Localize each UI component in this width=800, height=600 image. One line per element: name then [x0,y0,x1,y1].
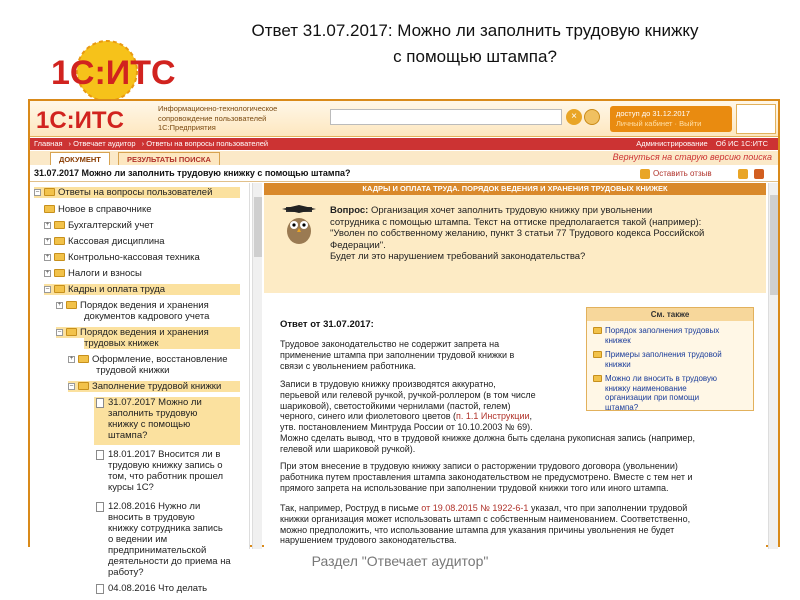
itc-logo-large [45,35,185,105]
folder-icon [54,237,65,245]
tree-item[interactable]: + Порядок ведения и хранения [57,300,209,311]
tree-item[interactable]: 04.08.2016 Что делать [94,583,240,594]
tree-item[interactable]: + Налоги и взносы [45,268,142,279]
expand-icon[interactable]: + [69,355,74,362]
slide-title-line1: Ответ 31.07.2017: Можно ли заполнить трудовую книжку [251,21,699,40]
document-icon [96,450,104,460]
tree-item[interactable]: – Порядок ведения и хранения [56,327,240,338]
folder-icon [78,355,89,363]
tree-item[interactable]: 18.01.2017 Вносится ли в трудовую книжку запись о том, что работник прошел курсы 1С? [94,449,240,493]
tree-item[interactable]: – Ответы на вопросы пользователей [34,187,240,198]
admin-link[interactable]: Администрирование [636,139,708,148]
expand-icon[interactable]: + [45,221,50,228]
document-content [264,183,766,549]
tree-item[interactable]: – Кадры и оплата труда [44,284,240,295]
section-heading: КАДРЫ И ОПЛАТА ТРУДА. ПОРЯДОК ВЕДЕНИЯ И ХРАНЕНИЯ ТРУДОВЫХ КНИЖЕК [264,183,766,195]
see-also-heading: См. также [587,308,753,321]
tree-scroll-thumb[interactable] [254,197,262,257]
answer-paragraph: При этом внесение в трудовую книжку записи о расторжении трудового договора (увольнении) работника путем проставления штампа законодательством не предусмотрено. Вместе с тем нет и прямого запрета на использование при заполнении трудовой книжки того или иного штампа. [280,461,693,493]
tree-item-cont[interactable]: документов кадрового учета [84,311,210,322]
navigation-tree [30,183,250,594]
collapse-icon[interactable]: – [69,382,74,389]
document-title-bar [30,166,778,182]
rostrud-letter-link[interactable]: от 19.08.2015 № 1922-6-1 [421,503,529,513]
tabs-row [30,151,778,165]
breadcrumb: Главная › Отвечает аудитор › Ответы на вопросы пользователей Администрирование Об ИС 1С:ИТС [30,138,778,150]
old-search-link[interactable]: Вернуться на старую версию поиска [612,152,772,162]
search-go-icon[interactable] [584,109,600,125]
bookmark-icon[interactable] [754,169,764,179]
folder-icon [54,269,65,277]
folder-icon [54,285,65,293]
print-icon[interactable] [738,169,748,179]
answer-paragraph: Так, например, Роструд в письме от 19.08.2015 № 1922-6-1 указал, что при заполнении трудовой книжки организация может использовать штамп с собственным наименованием. Соответственно, можно предположить, что использование штампа для указания причины увольнения не будет нарушением трудового законодательства. [280,503,691,546]
tree-item[interactable]: – Заполнение трудовой книжки [68,381,240,392]
tab-search-results[interactable]: РЕЗУЛЬТАТЫ ПОИСКА [118,152,220,165]
slide-footer: Раздел "Отвечает аудитор" [311,553,489,569]
folder-icon [66,301,77,309]
folder-icon [44,205,55,213]
answer-paragraph: Записи в трудовую книжку производятся аккуратно, перьевой или гелевой ручкой, ручкой-роллером (в том числе шариковой), светостойкими чернилами (пастой, гелем) черного, синего или фиолетового цветов (п. 1.1 Инструкции, утв. постановлением Минтруда России от 10.10.2003 № 69). Можно сделать вывод, что в трудовой книжке должна быть сделана рукописная запись (например, гелевой или шариковой ручкой). [280,379,695,454]
folder-icon [54,221,65,229]
expand-icon[interactable]: + [45,237,50,244]
tree-item-cont[interactable]: трудовой книжки [96,365,170,376]
access-label: доступ до 31.12.2017 [616,109,690,118]
folder-icon [66,328,77,336]
crumb-answers[interactable]: Ответы на вопросы пользователей [146,139,269,148]
tree-item[interactable]: + Кассовая дисциплина [45,236,165,247]
folder-icon [593,351,602,358]
document-icon [96,398,104,408]
expand-icon[interactable]: + [57,301,62,308]
header-description [158,104,308,133]
tree-scrollbar[interactable] [252,183,262,549]
see-also-link[interactable]: Можно ли вносить в трудовую книжку наименование организации при помощи штампа? [593,374,749,412]
answer-paragraph: Трудовое законодательство не содержит запрета на применение штампа при заполнении трудовой книжки в связи с увольнением работника. [280,339,515,371]
tab-document[interactable]: ДОКУМЕНТ [50,152,110,165]
crumb-auditor[interactable]: Отвечает аудитор [73,139,136,148]
owl-graduate-icon [282,205,316,245]
desc-line1: Информационно-технологическое [158,104,278,113]
see-also-link[interactable]: Примеры заполнения трудовой книжки [593,350,749,369]
account-links[interactable]: Личный кабинет · Выйти [616,119,702,128]
tree-item[interactable]: + Контрольно-кассовая техника [45,252,200,263]
collapse-icon[interactable]: – [57,328,62,335]
question-text: Вопрос: Организация хочет заполнить трудовую книжку при увольнении сотрудника с помощью штампа. Текст на оттиске предполагается такой (например): "Уволен по собственному желанию, пункт 3 статьи 77 Трудового кодекса Российской Федерации". Будет ли это нарушением требований законодательства? [330,205,705,262]
folder-icon [593,327,602,334]
search-close-icon[interactable]: × [566,109,582,125]
its-logo[interactable] [34,105,152,133]
tree-item-cont[interactable]: трудовых книжек [84,338,240,349]
top-bar [30,101,778,137]
desc-line3: 1С:Предприятия [158,123,216,132]
tree-item[interactable]: 12.08.2016 Нужно ли вносить в трудовую книжку сотрудника запись о ведении им предпринимательской деятельности до приема на работу? [94,501,240,578]
tree-item[interactable]: + Оформление, восстановление [69,354,228,365]
folder-icon [54,253,65,261]
slide-title-line2: с помощью штампа? [393,47,557,66]
question-label: Вопрос: [330,205,369,216]
slide-title [185,18,765,70]
logo-text: 1С:ИТС [51,54,176,92]
corner-1c-logo[interactable] [736,104,776,134]
expand-icon[interactable]: + [45,253,50,260]
tree-item-selected[interactable]: 31.07.2017 Можно ли заполнить трудовую книжку с помощью штампа? [94,397,240,445]
crumb-home[interactable]: Главная [34,139,63,148]
tree-item[interactable]: Новое в справочнике [44,204,152,215]
expand-icon[interactable]: + [45,269,50,276]
collapse-icon[interactable]: – [45,285,50,292]
search-input[interactable] [330,109,562,125]
document-icon [96,502,104,512]
folder-icon [44,188,55,196]
see-also-link[interactable]: Порядок заполнения трудовых книжек [593,326,749,345]
question-box [264,195,766,293]
feedback-link[interactable]: Оставить отзыв [653,169,712,178]
answer-heading: Ответ от 31.07.2017: [280,319,374,330]
collapse-icon[interactable]: – [35,188,40,195]
instruction-link[interactable]: п. 1.1 Инструкции [456,411,530,422]
content-scroll-thumb[interactable] [770,195,778,295]
feedback-icon[interactable] [640,169,650,179]
document-title: 31.07.2017 Можно ли заполнить трудовую книжку с помощью штампа? [34,168,351,178]
document-icon [96,584,104,594]
about-link[interactable]: Об ИС 1С:ИТС [715,139,768,148]
tree-item[interactable]: + Бухгалтерский учет [45,220,154,231]
access-box[interactable] [610,106,732,132]
folder-icon [78,382,89,390]
desc-line2: сопровождение пользователей [158,113,267,123]
header-logo-text: 1С:ИТС [36,107,124,134]
content-scrollbar[interactable] [768,183,778,549]
